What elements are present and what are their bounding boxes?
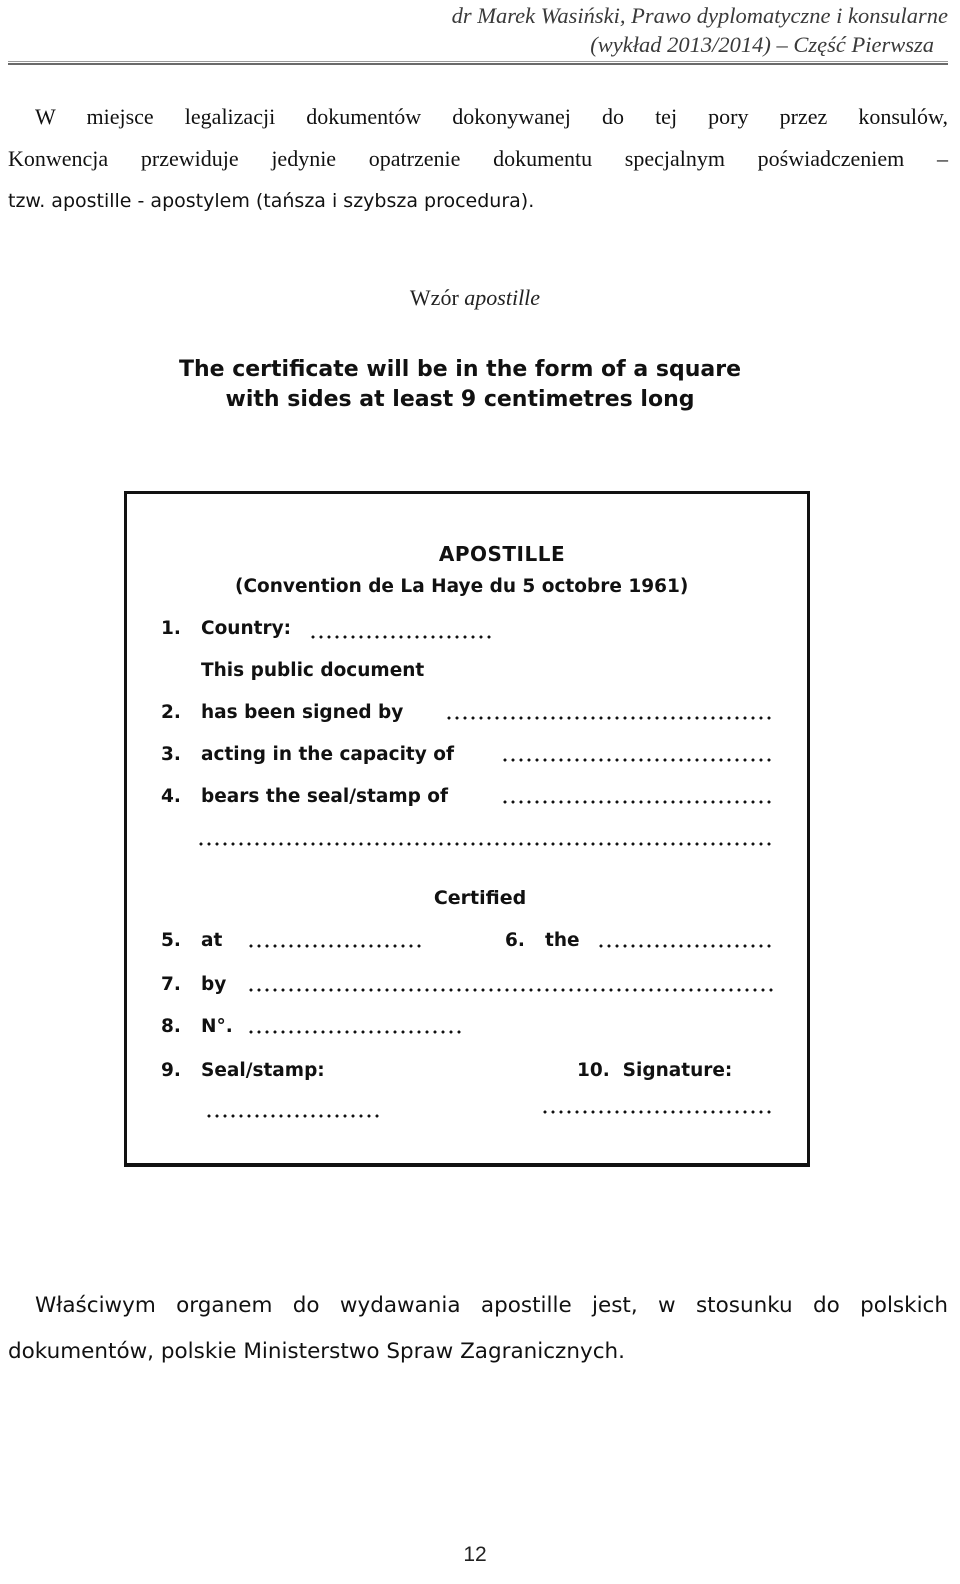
size-note-line-1: The certificate will be in the form of a square <box>178 357 742 382</box>
item-date <box>505 930 580 951</box>
item-label: bears the seal/stamp of <box>201 786 449 807</box>
item-label: Country: <box>201 618 292 639</box>
item-by <box>161 974 226 995</box>
apostille-title: APOSTILLE <box>438 542 566 566</box>
page-number: 12 <box>463 1543 487 1566</box>
item-label: N°. <box>201 1016 233 1037</box>
fill-line <box>597 944 773 948</box>
signature-fill-line <box>541 1110 773 1114</box>
figure-caption-italic: apostille <box>464 285 541 310</box>
fill-line <box>501 800 773 804</box>
item-label: by <box>201 974 227 995</box>
item-label: acting in the capacity of <box>201 744 455 765</box>
item-capacity <box>161 744 454 765</box>
item-seal-stamp <box>161 1060 325 1081</box>
item-label: Seal/stamp: <box>201 1060 325 1081</box>
fill-line <box>247 1030 463 1034</box>
item-country <box>161 618 291 639</box>
seal-fill-line <box>205 1114 381 1118</box>
item-label: has been signed by <box>201 702 404 723</box>
item-number: 1. <box>161 618 181 639</box>
item-number: 8. <box>161 1016 181 1037</box>
header-lecture-info: (wykład 2013/2014) – Część Pierwsza <box>590 32 934 57</box>
item-number: 10. <box>577 1060 610 1081</box>
fill-line <box>247 988 773 992</box>
size-note-line-2: with sides at least 9 centimetres long <box>225 387 695 412</box>
certificate-size-note <box>160 355 760 415</box>
intro-paragraph <box>8 96 948 222</box>
header-author-title: dr Marek Wasiński, Prawo dyplomatyczne i konsularne <box>451 3 948 28</box>
item-number-field <box>161 1016 233 1037</box>
item-number: 9. <box>161 1060 181 1081</box>
fill-line <box>445 716 773 720</box>
item-seal-of <box>161 786 448 807</box>
item-label: Signature: <box>622 1060 733 1081</box>
closing-paragraph <box>8 1283 948 1375</box>
intro-line-3: tzw. apostille - apostylem (tańsza i szybsza procedura). <box>8 190 535 212</box>
item-number: 7. <box>161 974 181 995</box>
public-document-label: This public document <box>201 660 425 681</box>
intro-line-2: Konwencja przewiduje jedynie opatrzenie dokumentu specjalnym poświadczeniem – <box>8 146 948 171</box>
fill-line <box>309 635 491 639</box>
closing-line-2: dokumentów, polskie Ministerstwo Spraw Zagranicznych. <box>8 1339 625 1364</box>
item-number: 3. <box>161 744 181 765</box>
certified-heading: Certified <box>433 887 527 909</box>
item-number: 4. <box>161 786 181 807</box>
fill-line <box>197 842 773 846</box>
apostille-convention: (Convention de La Haye du 5 octobre 1961) <box>235 576 689 597</box>
fill-line <box>501 758 773 762</box>
item-label: the <box>545 930 580 951</box>
closing-line-1: Właściwym organem do wydawania apostille jest, w stosunku do polskich <box>35 1293 948 1318</box>
item-number: 2. <box>161 702 181 723</box>
item-signed-by <box>161 702 403 723</box>
item-at <box>161 930 222 951</box>
apostille-form <box>124 491 810 1167</box>
figure-caption-prefix: Wzór <box>409 285 459 310</box>
item-signature <box>577 1060 732 1081</box>
fill-line <box>247 944 423 948</box>
item-number: 5. <box>161 930 181 951</box>
intro-line-1: W miejsce legalizacji dokumentów dokonywanej do tej pory przez konsulów, <box>35 104 948 129</box>
item-label: at <box>201 930 223 951</box>
item-number: 6. <box>505 930 525 951</box>
header-rule <box>8 61 948 65</box>
figure-caption <box>0 285 950 311</box>
